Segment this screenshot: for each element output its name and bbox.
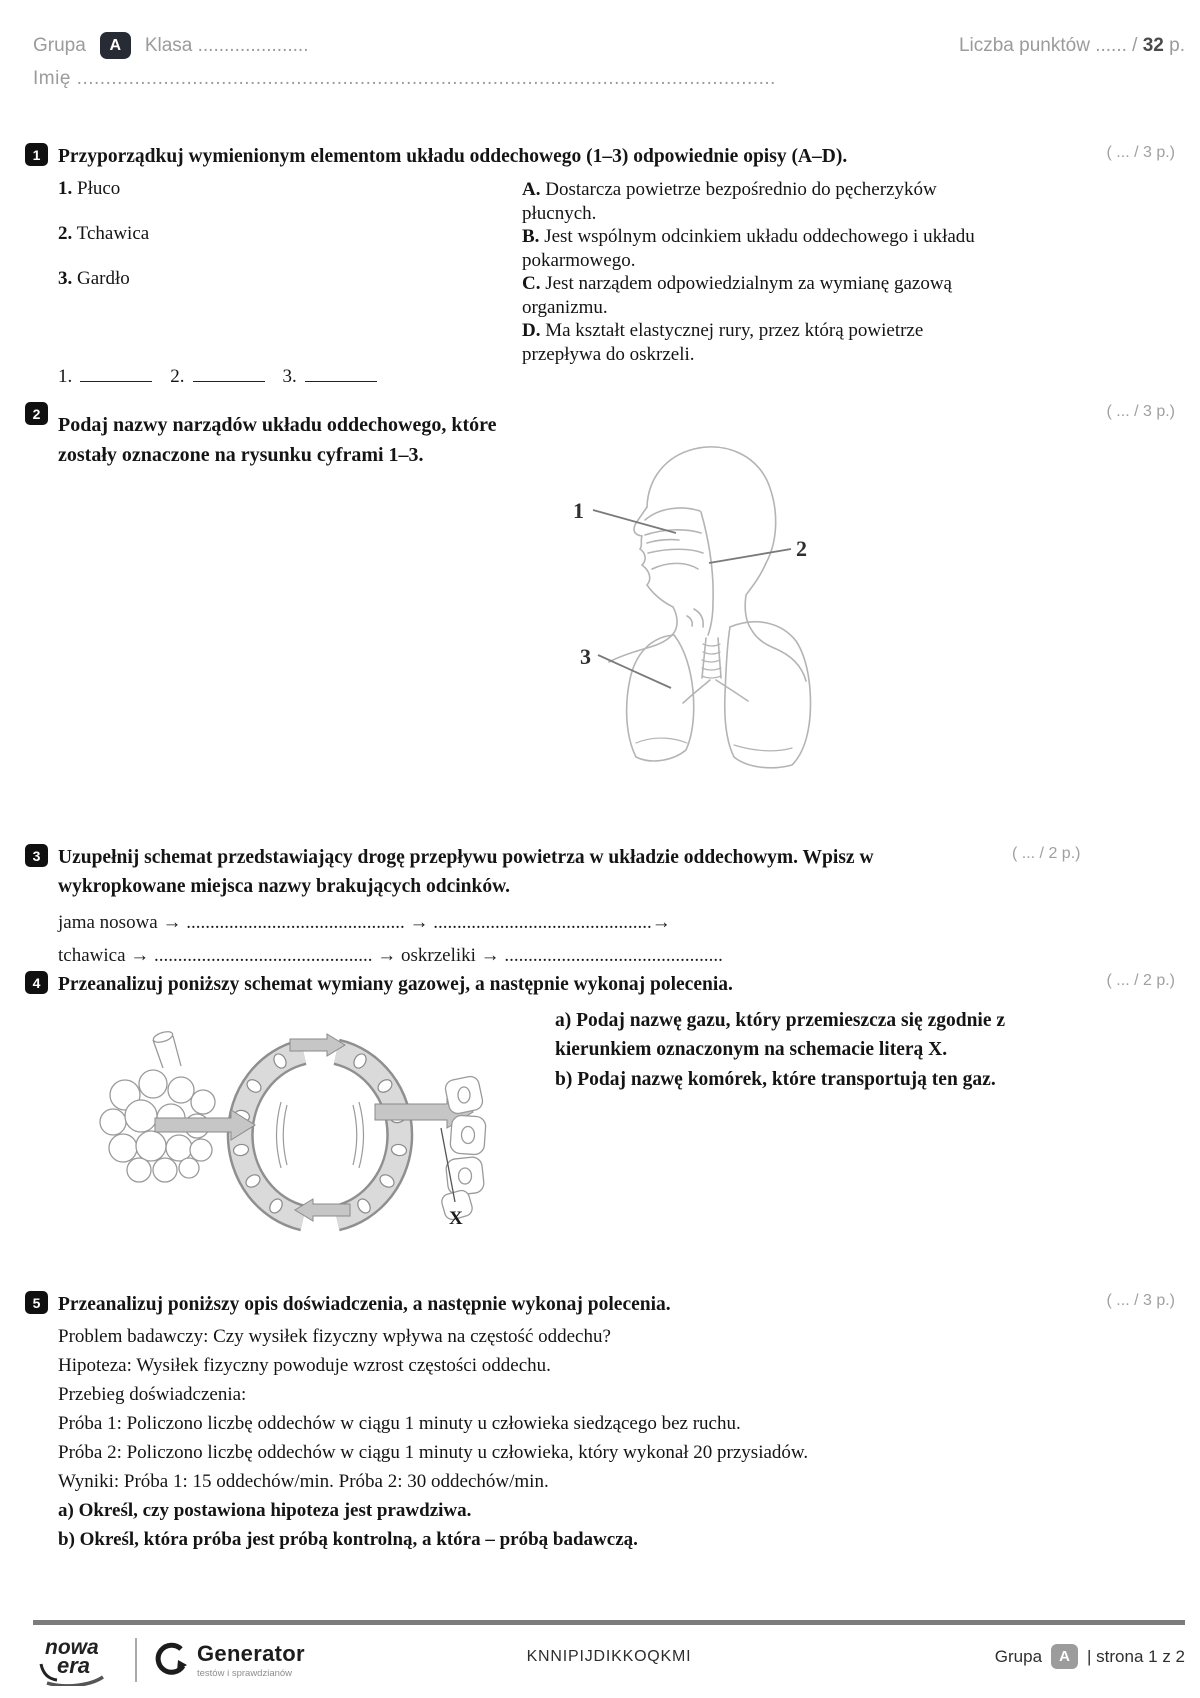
generator-title: Generator (197, 1641, 305, 1666)
option-text: Jest wspólnym odcinkiem układu oddechowego i układu pokarmowego. (522, 226, 975, 271)
flow-line-2: tchawica → .............................................. → oskrzeliki → .............................................. (58, 945, 723, 966)
points-total: 32 (1142, 34, 1164, 56)
question-1 (25, 142, 1175, 392)
brand-word-era: era (57, 1653, 91, 1678)
question-1-title: Przyporządkuj wymienionym elementom układu oddechowego (1–3) odpowiednie opisy (A–D). (58, 146, 848, 167)
list-item (58, 268, 522, 290)
answer-blank (80, 381, 152, 382)
respiratory-system-drawing (497, 402, 917, 814)
question-5-number-badge: 5 (25, 1291, 48, 1314)
flow-line-1: jama nosowa → .............................................. → ..............................................→ (58, 912, 671, 933)
question-5-points: ( ... / 3 p.) (1106, 1292, 1175, 1309)
respiratory-system-figure (497, 402, 917, 819)
item-number: 1. (58, 178, 73, 199)
figure-label-3: 3 (580, 644, 591, 669)
question-3 (25, 843, 1175, 968)
tissue-cells (440, 1075, 486, 1222)
footer-logo-divider (135, 1638, 137, 1682)
footer-page-info: | strona 1 z 2 (1087, 1646, 1185, 1666)
subquestion-a: a) Określ, czy postawiona hipoteza jest prawdziwa. (58, 1500, 472, 1521)
klasa-label: Klasa ..................... (144, 34, 309, 56)
item-label: Gardło (77, 268, 130, 289)
experiment-line: Próba 2: Policzono liczbę oddechów w ciągu 1 minuty u człowieka, który wykonał 20 przysiadów. (58, 1442, 809, 1463)
answer-number: 3. (282, 366, 297, 387)
generator-logo-icon (153, 1640, 189, 1680)
figure-label-1: 1 (573, 498, 584, 523)
group-badge: A (100, 32, 131, 59)
option-letter: C. (522, 273, 541, 294)
experiment-line: Przebieg doświadczenia: (58, 1384, 247, 1405)
item-label: Tchawica (76, 223, 150, 244)
vessel-inner-walls (277, 1102, 364, 1168)
capillary-ring (240, 1052, 400, 1218)
subquestion-b: b) Podaj nazwę komórek, które transportują ten gaz. (555, 1069, 996, 1090)
experiment-line: Próba 1: Policzono liczbę oddechów w ciągu 1 minuty u człowieka siedzącego bez ruchu. (58, 1413, 741, 1434)
list-item (58, 223, 522, 245)
subquestion-b: b) Określ, która próba jest próbą kontrolną, a która – próbą badawczą. (58, 1529, 638, 1550)
page-footer (33, 1620, 1185, 1690)
question-2-points: ( ... / 3 p.) (1106, 403, 1175, 420)
question-2-title: Podaj nazwy narządów układu oddechowego, które zostały oznaczone na rysunku cyframi 1–3. (58, 414, 497, 466)
figure-label-2: 2 (796, 536, 807, 561)
footer-divider (33, 1620, 1185, 1625)
question-4 (25, 970, 1175, 1290)
trachea (702, 638, 721, 678)
imie-label: Imię ......................................................................................................................... (33, 68, 776, 89)
experiment-line: Wyniki: Próba 1: 15 oddechów/min. Próba 2: 30 oddechów/min. (58, 1471, 549, 1492)
item-label: Płuco (77, 178, 121, 199)
option-c (522, 272, 990, 319)
option-a (522, 178, 990, 225)
worksheet-code: KNNIPIJDIKKOQKMI (526, 1648, 692, 1665)
question-5-title: Przeanalizuj poniższy opis doświadczenia, a następnie wykonaj polecenia. (58, 1294, 671, 1315)
alveoli-cluster (100, 1030, 215, 1182)
figure-label-x: X (449, 1208, 463, 1229)
question-4-points: ( ... / 2 p.) (1106, 972, 1175, 989)
nowa-era-logo (33, 1634, 119, 1686)
footer-group-badge: A (1051, 1644, 1078, 1669)
question-3-title: Uzupełnij schemat przedstawiający drogę przepływu powietrza w układzie oddechowym. Wpisz w wykropkowane miejsca nazwy brakujących odcinków. (58, 847, 874, 897)
list-item (58, 178, 522, 200)
generator-subtitle: testów i sprawdzianów (197, 1668, 293, 1679)
question-1-options (522, 178, 990, 366)
question-2-number-badge: 2 (25, 402, 48, 425)
question-3-points: ( ... / 2 p.) (1012, 845, 1081, 862)
question-4-title: Przeanalizuj poniższy schemat wymiany gazowej, a następnie wykonaj polecenia. (58, 974, 733, 995)
subquestion-a: a) Podaj nazwę gazu, który przemieszcza się zgodnie z kierunkiem oznaczonym na schemacie literą X. (555, 1010, 1006, 1060)
pharynx (701, 512, 713, 635)
question-1-items (58, 178, 522, 366)
question-4-number-badge: 4 (25, 971, 48, 994)
option-text: Jest narządem odpowiedzialnym za wymianę gazową organizmu. (522, 273, 952, 318)
points-header (959, 35, 1185, 57)
question-3-number-badge: 3 (25, 844, 48, 867)
question-4-subquestions (555, 1006, 1030, 1095)
question-1-points: ( ... / 3 p.) (1106, 144, 1175, 161)
points-unit: p. (1169, 34, 1185, 56)
leader-line-2 (709, 549, 791, 563)
item-number: 2. (58, 223, 73, 244)
item-number: 3. (58, 268, 73, 289)
option-text: Ma kształt elastycznej rury, przez którą powietrze przepływa do oskrzeli. (522, 320, 924, 365)
experiment-line: Hipoteza: Wysiłek fizyczny powoduje wzrost częstości oddechu. (58, 1355, 551, 1376)
option-d (522, 319, 990, 366)
experiment-description (58, 1322, 1175, 1554)
answer-blank (305, 381, 377, 382)
question-5 (25, 1290, 1175, 1554)
brand-word-nowa: nowa (45, 1636, 99, 1659)
answer-number: 2. (170, 366, 185, 387)
footer-grupa-label: Grupa (994, 1646, 1043, 1666)
leader-line-3 (598, 655, 671, 688)
option-letter: A. (522, 179, 541, 200)
gas-exchange-drawing (95, 1030, 515, 1260)
question-2 (25, 396, 1175, 832)
option-letter: B. (522, 226, 540, 247)
experiment-line: Problem badawczy: Czy wysiłek fizyczny wpływa na częstość oddechu? (58, 1326, 611, 1347)
grupa-label: Grupa (33, 34, 86, 56)
answer-blank (193, 381, 265, 382)
nasal-cavity (645, 508, 701, 535)
option-text: Dostarcza powietrze bezpośrednio do pęcherzyków płucnych. (522, 179, 937, 224)
oral-cavity (647, 540, 703, 569)
answer-number: 1. (58, 366, 73, 387)
question-1-number-badge: 1 (25, 143, 48, 166)
option-b (522, 225, 990, 272)
gas-exchange-figure (95, 1030, 515, 1265)
larynx (687, 609, 703, 627)
option-letter: D. (522, 320, 541, 341)
question-1-answer-line (58, 366, 395, 388)
page-header (33, 32, 1185, 90)
points-prefix: Liczba punktów ...... / (958, 34, 1138, 56)
